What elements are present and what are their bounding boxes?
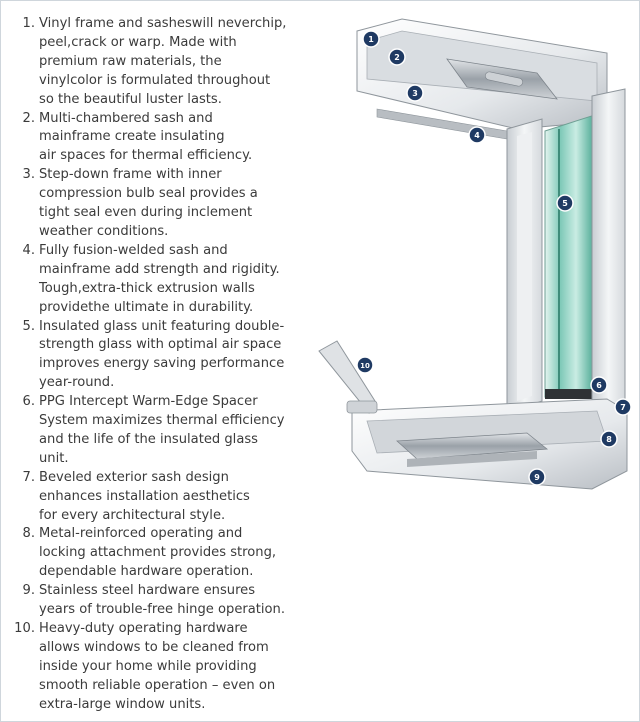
feature-text-line: so the beautiful luster lasts. bbox=[39, 91, 222, 107]
feature-text bbox=[39, 620, 309, 715]
feature-text-line: unit. bbox=[39, 450, 69, 466]
callout-2 bbox=[389, 49, 405, 65]
side-frame-section bbox=[507, 119, 542, 413]
feature-list bbox=[9, 15, 309, 715]
feature-text bbox=[39, 110, 309, 167]
feature-item bbox=[9, 525, 309, 582]
callout-4-label: 4 bbox=[474, 131, 480, 140]
callout-2-label: 2 bbox=[394, 53, 400, 62]
callout-9-label: 9 bbox=[534, 473, 540, 482]
callout-6-label: 6 bbox=[596, 381, 602, 390]
feature-number: 8. bbox=[22, 526, 35, 542]
feature-text-line: Step-down frame with inner bbox=[39, 167, 222, 183]
feature-text bbox=[39, 166, 309, 242]
feature-text-line: Stainless steel hardware ensures bbox=[39, 583, 256, 599]
feature-text-line: Insulated glass unit featuring double- bbox=[39, 318, 285, 334]
feature-text-line: inside your home while providing bbox=[39, 658, 257, 674]
feature-text-line: peel,crack or warp. Made with bbox=[39, 34, 237, 50]
feature-text bbox=[39, 582, 309, 620]
callout-10 bbox=[357, 357, 373, 373]
crank-handle bbox=[319, 341, 377, 413]
feature-item bbox=[9, 15, 309, 110]
feature-text-line: premium raw materials, the bbox=[39, 53, 222, 69]
feature-number: 3. bbox=[22, 167, 35, 183]
feature-text-line: providethe ultimate in durability. bbox=[39, 299, 254, 315]
callout-5 bbox=[557, 195, 573, 211]
feature-item bbox=[9, 242, 309, 318]
feature-text-line: Fully fusion-welded sash and bbox=[39, 242, 228, 258]
callout-8 bbox=[601, 431, 617, 447]
feature-item bbox=[9, 318, 309, 394]
feature-text-line: Beveled exterior sash design bbox=[39, 469, 229, 485]
callout-7-label: 7 bbox=[620, 403, 626, 412]
feature-text-line: improves energy saving performance bbox=[39, 356, 285, 372]
feature-text-line: allows windows to be cleaned from bbox=[39, 639, 269, 655]
feature-text-line: Vinyl frame and sasheswill neverchip, bbox=[39, 16, 287, 31]
feature-number: 5. bbox=[22, 318, 35, 334]
feature-text bbox=[39, 242, 309, 318]
feature-text-line: Multi-chambered sash and bbox=[39, 110, 213, 126]
feature-text-line: year-round. bbox=[39, 375, 115, 391]
feature-text-line: and the life of the insulated glass bbox=[39, 431, 258, 447]
feature-text bbox=[39, 525, 309, 582]
callout-3-label: 3 bbox=[412, 89, 418, 98]
feature-text-line: dependable hardware operation. bbox=[39, 564, 254, 580]
feature-number: 7. bbox=[22, 469, 35, 485]
feature-item bbox=[9, 166, 309, 242]
feature-item bbox=[9, 582, 309, 620]
callout-3 bbox=[407, 85, 423, 101]
feature-text-line: air spaces for thermal efficiency. bbox=[39, 148, 253, 164]
feature-text bbox=[39, 318, 309, 394]
feature-text-line: for every architectural style. bbox=[39, 507, 226, 523]
feature-text-line: Heavy-duty operating hardware bbox=[39, 621, 248, 636]
callout-8-label: 8 bbox=[606, 435, 612, 444]
feature-number: 9. bbox=[22, 583, 35, 599]
feature-text-line: Tough,extra-thick extrusion walls bbox=[39, 280, 255, 296]
feature-number: 4. bbox=[22, 242, 35, 258]
feature-text-line: strength glass with optimal air space bbox=[39, 337, 282, 353]
feature-text-line: Metal-reinforced operating and bbox=[39, 526, 243, 542]
callout-4 bbox=[469, 127, 485, 143]
feature-number: 1. bbox=[22, 16, 35, 31]
top-frame-section bbox=[357, 19, 607, 139]
callout-6 bbox=[591, 377, 607, 393]
feature-text-line: years of trouble-free hinge operation. bbox=[39, 602, 286, 618]
feature-item bbox=[9, 110, 309, 167]
feature-text-line: extra-large window units. bbox=[39, 696, 206, 712]
callout-9 bbox=[529, 469, 545, 485]
feature-item bbox=[9, 620, 309, 715]
feature-text-line: weather conditions. bbox=[39, 223, 169, 239]
feature-number: 10. bbox=[14, 621, 35, 636]
feature-text-line: System maximizes thermal efficiency bbox=[39, 413, 285, 429]
window-cross-section-diagram bbox=[307, 1, 637, 521]
callout-5-label: 5 bbox=[562, 199, 568, 208]
feature-text-line: mainframe create insulating bbox=[39, 129, 225, 145]
feature-text-line: enhances installation aesthetics bbox=[39, 488, 250, 504]
feature-text-line: vinylcolor is formulated throughout bbox=[39, 72, 271, 88]
callout-1-label: 1 bbox=[368, 35, 374, 44]
feature-text bbox=[39, 15, 309, 110]
feature-text bbox=[39, 393, 309, 469]
callout-10-label: 10 bbox=[360, 362, 370, 370]
feature-number: 2. bbox=[22, 110, 35, 126]
feature-item bbox=[9, 393, 309, 469]
callout-1 bbox=[363, 31, 379, 47]
callout-7 bbox=[615, 399, 631, 415]
feature-item bbox=[9, 469, 309, 526]
feature-number: 6. bbox=[22, 394, 35, 410]
feature-text-line: tight seal even during inclement bbox=[39, 205, 253, 221]
feature-text-line: smooth reliable operation – even on bbox=[39, 677, 276, 693]
feature-text-line: PPG Intercept Warm-Edge Spacer bbox=[39, 394, 258, 410]
feature-text-line: mainframe add strength and rigidity. bbox=[39, 261, 280, 277]
bottom-sill-section bbox=[352, 399, 627, 489]
feature-text-line: compression bulb seal provides a bbox=[39, 186, 258, 202]
feature-text-line: locking attachment provides strong, bbox=[39, 545, 277, 561]
feature-text bbox=[39, 469, 309, 526]
